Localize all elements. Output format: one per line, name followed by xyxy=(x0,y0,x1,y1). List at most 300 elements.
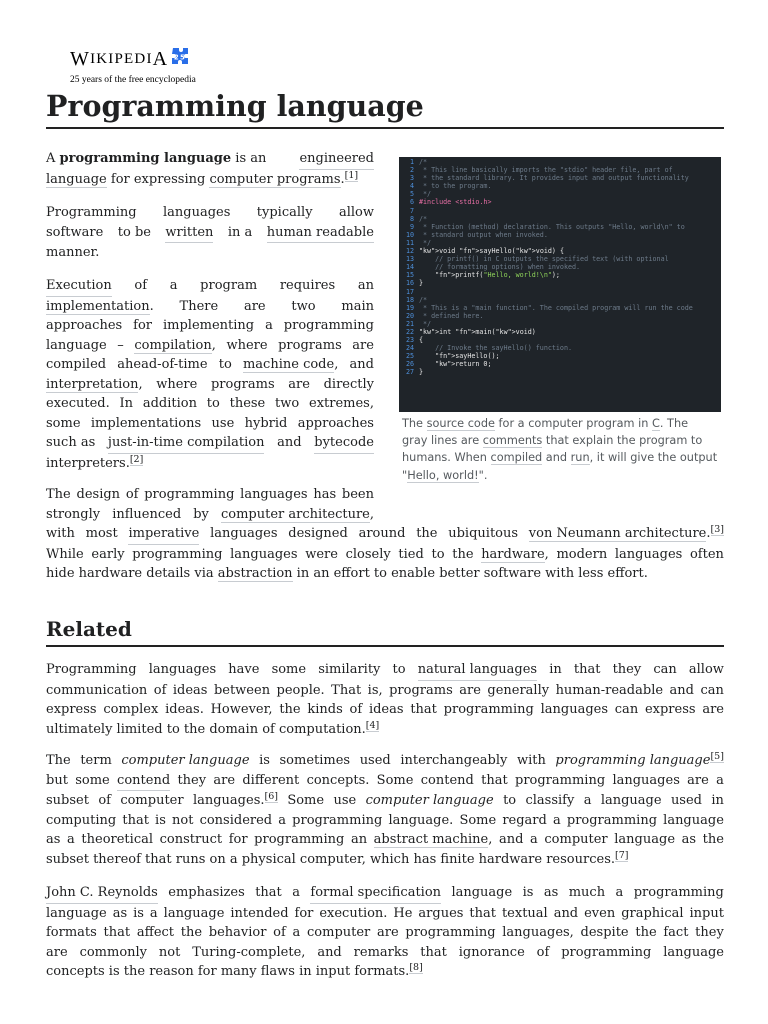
code-line-number: 16 xyxy=(405,279,414,288)
word: two xyxy=(291,298,316,314)
word: early xyxy=(91,546,125,562)
code-line xyxy=(399,352,721,360)
code-line xyxy=(399,198,721,206)
code-line-number: 22 xyxy=(405,327,414,336)
word: often xyxy=(689,546,724,562)
code-line-text: // formatting options) when invoked. xyxy=(419,263,581,272)
code-line-text: * to the program. xyxy=(419,182,492,191)
word: of xyxy=(273,925,286,940)
word: computer xyxy=(307,925,371,940)
word: despite xyxy=(580,925,629,940)
text-line xyxy=(46,660,724,681)
text: is an xyxy=(231,151,267,166)
code-line xyxy=(399,320,721,328)
word: complex xyxy=(103,702,159,717)
word: have xyxy=(228,662,260,677)
text-line xyxy=(46,505,374,525)
italic-term: computer language xyxy=(365,793,494,808)
word: languages xyxy=(148,662,217,677)
text-line xyxy=(46,433,374,454)
code-line-number: 21 xyxy=(405,319,414,328)
word: around xyxy=(358,526,406,541)
text: that explain the program to xyxy=(542,434,703,448)
word: In xyxy=(119,396,134,411)
word: programming xyxy=(443,702,534,717)
word: with xyxy=(46,526,75,541)
word: the xyxy=(180,925,203,940)
word: programming xyxy=(566,812,658,828)
word: graphical xyxy=(621,905,684,921)
code-line xyxy=(399,263,721,271)
code-line xyxy=(399,368,721,376)
word: as xyxy=(543,885,559,900)
link-interpretation[interactable]: interpretation xyxy=(46,376,139,392)
word: remarks xyxy=(353,944,409,960)
link-hardware[interactable]: hardware xyxy=(481,546,545,562)
word: programming xyxy=(283,318,374,333)
code-line-number: 18 xyxy=(405,295,414,304)
word: contend xyxy=(420,772,474,788)
word: languages xyxy=(210,526,278,541)
word: computer xyxy=(544,832,608,847)
word: languages. xyxy=(192,793,265,808)
wikipedia-wordmark xyxy=(70,46,196,72)
word: languages xyxy=(162,205,231,220)
wordmark-rest: IKIPEDI xyxy=(90,51,153,67)
word: different xyxy=(242,772,300,788)
code-line xyxy=(399,223,721,231)
text-line xyxy=(46,771,724,792)
word: concepts. xyxy=(306,772,370,788)
word: kinds xyxy=(307,702,343,717)
code-line-number: 15 xyxy=(405,271,414,280)
word: express xyxy=(644,702,696,717)
word: intended xyxy=(230,905,289,921)
code-line xyxy=(399,231,721,239)
word: as xyxy=(112,905,128,921)
word: are xyxy=(46,944,68,960)
link-c[interactable]: C xyxy=(651,417,660,430)
intro-paragraph-2 xyxy=(46,203,374,263)
word: some xyxy=(46,415,81,431)
link-hello-world[interactable]: Hello, world! xyxy=(407,468,479,482)
word: regard xyxy=(502,812,547,828)
link-execution[interactable]: Execution xyxy=(46,276,112,297)
word: not xyxy=(158,944,181,960)
reference-8[interactable]: [8] xyxy=(409,962,423,973)
related-paragraph-3 xyxy=(46,883,724,982)
word: a xyxy=(149,905,158,921)
link-implementation[interactable]: implementation xyxy=(46,298,150,314)
link-language[interactable]: language xyxy=(46,171,107,187)
code-line xyxy=(399,207,721,215)
word: software xyxy=(46,224,104,240)
code-line-text: #include <stdio.h> xyxy=(419,198,492,207)
word: strongly xyxy=(46,506,101,522)
text: ". xyxy=(478,468,488,482)
reference-7[interactable]: [7] xyxy=(615,849,629,861)
word: they xyxy=(177,772,207,788)
code-line-number: 27 xyxy=(405,368,414,377)
text-line xyxy=(46,375,374,395)
word: , xyxy=(334,357,339,372)
word: as xyxy=(46,832,61,847)
word: Some xyxy=(376,772,414,788)
word: Programming xyxy=(46,205,137,220)
word: for xyxy=(294,905,314,921)
word: ideas xyxy=(368,702,404,717)
code-line-number: 12 xyxy=(405,247,414,256)
code-line-number: 25 xyxy=(405,352,414,361)
link-computer-architecture[interactable]: computer architecture xyxy=(220,506,370,522)
word: is xyxy=(522,885,534,900)
code-line xyxy=(399,255,721,263)
code-line xyxy=(399,279,721,287)
word: language xyxy=(663,812,724,828)
text: gray lines are xyxy=(402,434,483,448)
word: manner. xyxy=(46,245,100,260)
code-line-text: /* xyxy=(419,295,428,304)
text: humans. When xyxy=(402,451,491,465)
code-line xyxy=(399,271,721,279)
word: languages xyxy=(540,702,609,717)
word: – xyxy=(117,337,124,353)
link-just-in-time-compilation[interactable]: just-in-time compilation xyxy=(108,433,265,454)
link-john-c-reynolds[interactable]: John C. Reynolds xyxy=(46,883,158,904)
text: hide hardware details via xyxy=(46,566,218,581)
code-line xyxy=(399,336,721,344)
word: programming xyxy=(292,812,383,828)
word: typically xyxy=(256,205,313,220)
word: allow xyxy=(688,662,724,677)
word: ignorance xyxy=(458,944,525,960)
text-line xyxy=(46,243,374,263)
word: languages xyxy=(612,772,680,788)
word: and xyxy=(553,905,579,921)
word: are xyxy=(288,376,310,392)
code-line-text: "kw">int "fn">main("kw">void) xyxy=(419,327,536,336)
word: implementing xyxy=(162,318,255,333)
code-line-number: 24 xyxy=(405,344,414,353)
code-line xyxy=(399,304,721,312)
word: and xyxy=(277,435,302,450)
code-line-number: 20 xyxy=(405,311,414,320)
word: been xyxy=(341,487,374,502)
text-line xyxy=(46,962,724,982)
word: program xyxy=(200,278,258,293)
text: for expressing xyxy=(106,171,210,187)
word: the xyxy=(702,832,724,847)
word: programs xyxy=(210,376,275,392)
word: is xyxy=(133,905,144,921)
text: in an effort to enable better software with less effort. xyxy=(292,566,648,581)
word: human-readable xyxy=(555,682,664,698)
text-line xyxy=(46,923,724,943)
word: Turing-complete, xyxy=(192,944,306,960)
wikipedia-logo[interactable] xyxy=(70,46,196,85)
link-abstraction[interactable]: abstraction xyxy=(217,566,293,581)
code-line xyxy=(399,312,721,320)
word: much xyxy=(568,885,606,900)
word: languages xyxy=(614,546,683,562)
code-line-text: * This line basically imports the "stdio" header file, part of xyxy=(419,166,673,175)
word: is, xyxy=(367,682,383,698)
word: that xyxy=(122,812,149,828)
text-line xyxy=(46,720,724,740)
word: ideas. xyxy=(165,702,204,717)
word: execution. xyxy=(319,905,388,921)
word: language xyxy=(46,337,107,353)
word: are xyxy=(352,337,374,353)
text: , it will give the output xyxy=(589,451,718,465)
word: these xyxy=(229,396,266,411)
text: ultimately limited to the domain of computation. xyxy=(46,721,366,737)
logo-tagline: 25 years of the free encyclopedia xyxy=(70,75,196,85)
code-line xyxy=(399,360,721,368)
reference-5[interactable]: [5] xyxy=(710,751,724,762)
word: two xyxy=(275,396,300,411)
word: that xyxy=(469,905,496,921)
word: a xyxy=(292,925,301,940)
word: but xyxy=(46,772,68,788)
word: and xyxy=(669,682,694,698)
word: communication xyxy=(46,682,148,698)
link-machine-code[interactable]: machine code xyxy=(242,357,335,372)
word: affect xyxy=(136,925,175,940)
word: influenced xyxy=(112,506,182,522)
link-run[interactable]: run xyxy=(570,451,590,465)
word: to be xyxy=(117,224,151,240)
word: term xyxy=(80,753,112,768)
word: . xyxy=(706,526,711,541)
wordmark-w: W xyxy=(70,48,91,70)
word: , xyxy=(544,546,549,562)
word: designed xyxy=(288,526,348,541)
word: Some xyxy=(287,793,325,808)
text: subset thereof that runs on a physical computer, which has finite hardware resources. xyxy=(46,851,615,867)
word: language. xyxy=(388,812,454,828)
word: Some xyxy=(459,812,497,828)
code-line-text: "kw">return 0; xyxy=(435,360,492,369)
link-comments[interactable]: comments xyxy=(482,434,543,448)
code-line-number: 11 xyxy=(405,238,414,247)
word: . xyxy=(149,298,154,314)
link-imperative[interactable]: imperative xyxy=(128,524,199,545)
word: of xyxy=(349,702,363,717)
word: to xyxy=(206,396,220,411)
code-line-text: // Invoke the sayHello() function. xyxy=(419,344,572,353)
link-abstract-machine[interactable]: abstract machine xyxy=(373,832,489,847)
word: closely xyxy=(345,546,391,562)
caption-line xyxy=(402,432,721,449)
text: and xyxy=(542,451,571,465)
word: a xyxy=(716,772,724,788)
word: compiled xyxy=(46,357,107,372)
code-line xyxy=(399,239,721,247)
reference-6[interactable]: [6] xyxy=(264,791,278,802)
text-line xyxy=(46,545,724,565)
code-line-text: "fn">printf("Hello, world!\n"); xyxy=(435,271,560,280)
text-line xyxy=(46,223,374,244)
text: . The xyxy=(659,417,689,430)
word: formats xyxy=(46,925,97,940)
word: programs xyxy=(278,337,342,353)
word: tied xyxy=(398,546,424,562)
word: language xyxy=(663,944,724,960)
word: language xyxy=(614,832,676,847)
word: they xyxy=(612,662,642,677)
code-line xyxy=(399,182,721,190)
term-bold: programming language xyxy=(59,151,232,166)
word: programming xyxy=(132,546,223,562)
word: commonly xyxy=(79,944,148,960)
word: languages xyxy=(240,487,308,502)
word: as xyxy=(681,832,697,847)
intro-paragraph-4 xyxy=(46,485,724,584)
word: implementations xyxy=(90,415,202,431)
caption-line xyxy=(402,449,721,466)
intro-paragraph-3 xyxy=(46,276,374,473)
code-line-text: * Function (method) declaration. This outputs "Hello, world\n" to xyxy=(419,222,685,231)
reference-1[interactable]: [1] xyxy=(344,169,359,181)
code-line xyxy=(399,247,721,255)
word: a xyxy=(552,812,561,828)
text: A xyxy=(46,151,60,166)
link-engineered[interactable]: engineered xyxy=(299,149,374,170)
link-von-neumann-architecture[interactable]: von Neumann architecture xyxy=(528,526,707,541)
link-natural-languages[interactable]: natural languages xyxy=(418,660,537,681)
link-human-readable[interactable]: human readable xyxy=(267,223,374,244)
puzzle-globe-icon xyxy=(170,46,190,72)
word: There xyxy=(179,298,219,314)
link-compiled[interactable]: compiled xyxy=(490,451,543,465)
word: subset xyxy=(46,793,89,808)
word: the xyxy=(279,702,301,717)
word: construct xyxy=(159,832,223,847)
text-line xyxy=(46,791,724,811)
reference-3[interactable]: [3] xyxy=(710,524,724,535)
text: concepts is the reason for many flaws in input formats. xyxy=(46,964,410,979)
code-line-number: 1 xyxy=(409,158,414,166)
text-line xyxy=(46,149,374,170)
word: and xyxy=(349,357,374,372)
code-line-number: 7 xyxy=(409,206,414,215)
word: are xyxy=(213,772,236,788)
code-line xyxy=(399,166,721,174)
text-line xyxy=(46,850,724,870)
word: used xyxy=(670,793,702,808)
word: to xyxy=(503,793,517,808)
link-formal-specification[interactable]: formal specification xyxy=(310,883,441,904)
word: that xyxy=(410,702,437,717)
text-line xyxy=(46,297,374,317)
link-computer-programs[interactable]: computer programs xyxy=(209,171,341,187)
link-source-code[interactable]: source code xyxy=(426,417,495,430)
word: to xyxy=(431,546,445,562)
word: computing xyxy=(46,812,117,828)
link-compilation[interactable]: compilation xyxy=(134,337,212,353)
code-line xyxy=(399,288,721,296)
code-figure xyxy=(399,157,721,484)
word: of xyxy=(536,944,550,960)
word: an xyxy=(357,278,374,293)
text: . xyxy=(340,171,345,187)
word: design xyxy=(76,487,121,502)
word: language xyxy=(46,905,107,921)
word: ahead-of-time xyxy=(117,357,208,372)
related-paragraph-2 xyxy=(46,751,724,869)
code-line xyxy=(399,215,721,223)
code-image[interactable] xyxy=(399,157,721,412)
intro-paragraph-1 xyxy=(46,149,374,189)
word: are xyxy=(243,298,266,314)
text: for a computer program in xyxy=(494,417,652,430)
word: a xyxy=(292,885,300,900)
reference-2[interactable]: [2] xyxy=(129,453,144,465)
word: that xyxy=(573,662,601,677)
word: for xyxy=(228,832,248,847)
code-line-number: 10 xyxy=(405,230,414,239)
word: input xyxy=(689,905,724,921)
word: use xyxy=(333,793,357,808)
word: the xyxy=(452,546,474,562)
word: a xyxy=(615,885,624,900)
word: executed. xyxy=(46,396,110,411)
word: programming xyxy=(515,772,606,788)
word: requires xyxy=(279,278,336,293)
code-line-text: */ xyxy=(419,190,432,199)
code-line-number: 19 xyxy=(405,303,414,312)
puzzle-number: 25 xyxy=(174,53,187,62)
code-line-number: 2 xyxy=(409,166,414,175)
code-line-number: 17 xyxy=(405,287,414,296)
word: and xyxy=(317,944,342,960)
link-written[interactable]: written xyxy=(165,223,213,244)
figure-caption xyxy=(399,415,721,484)
word: not xyxy=(172,812,194,828)
reference-4[interactable]: [4] xyxy=(365,719,380,731)
word: interpreters. xyxy=(46,455,130,471)
text-line xyxy=(46,355,374,375)
code-line-text: "kw">void "fn">sayHello("kw">void) { xyxy=(419,247,564,256)
word: argues xyxy=(418,905,464,921)
word: can xyxy=(653,662,677,677)
word: The xyxy=(46,753,71,768)
word: of xyxy=(153,682,167,698)
word: , xyxy=(138,376,143,392)
word: programming xyxy=(254,832,345,847)
word: in xyxy=(711,793,724,808)
text-line xyxy=(46,564,724,584)
code-line-text: * the standard library. It provides input and output functionality xyxy=(419,174,689,183)
code-line-number: 3 xyxy=(409,174,414,183)
link-bytecode[interactable]: bytecode xyxy=(314,433,374,454)
word: programming xyxy=(144,487,235,502)
word: ubiquitous xyxy=(448,526,519,541)
word: a xyxy=(265,318,273,333)
link-contend[interactable]: contend xyxy=(117,771,170,792)
code-line-number: 4 xyxy=(409,182,414,191)
word: a xyxy=(67,832,75,847)
text-line xyxy=(46,751,724,771)
text: The xyxy=(402,417,427,430)
text: " xyxy=(402,468,408,482)
word: classify xyxy=(525,793,575,808)
word: of xyxy=(134,278,148,293)
code-line-text: * defined here. xyxy=(419,311,484,320)
word: express xyxy=(46,702,97,717)
word: programming xyxy=(405,925,496,940)
